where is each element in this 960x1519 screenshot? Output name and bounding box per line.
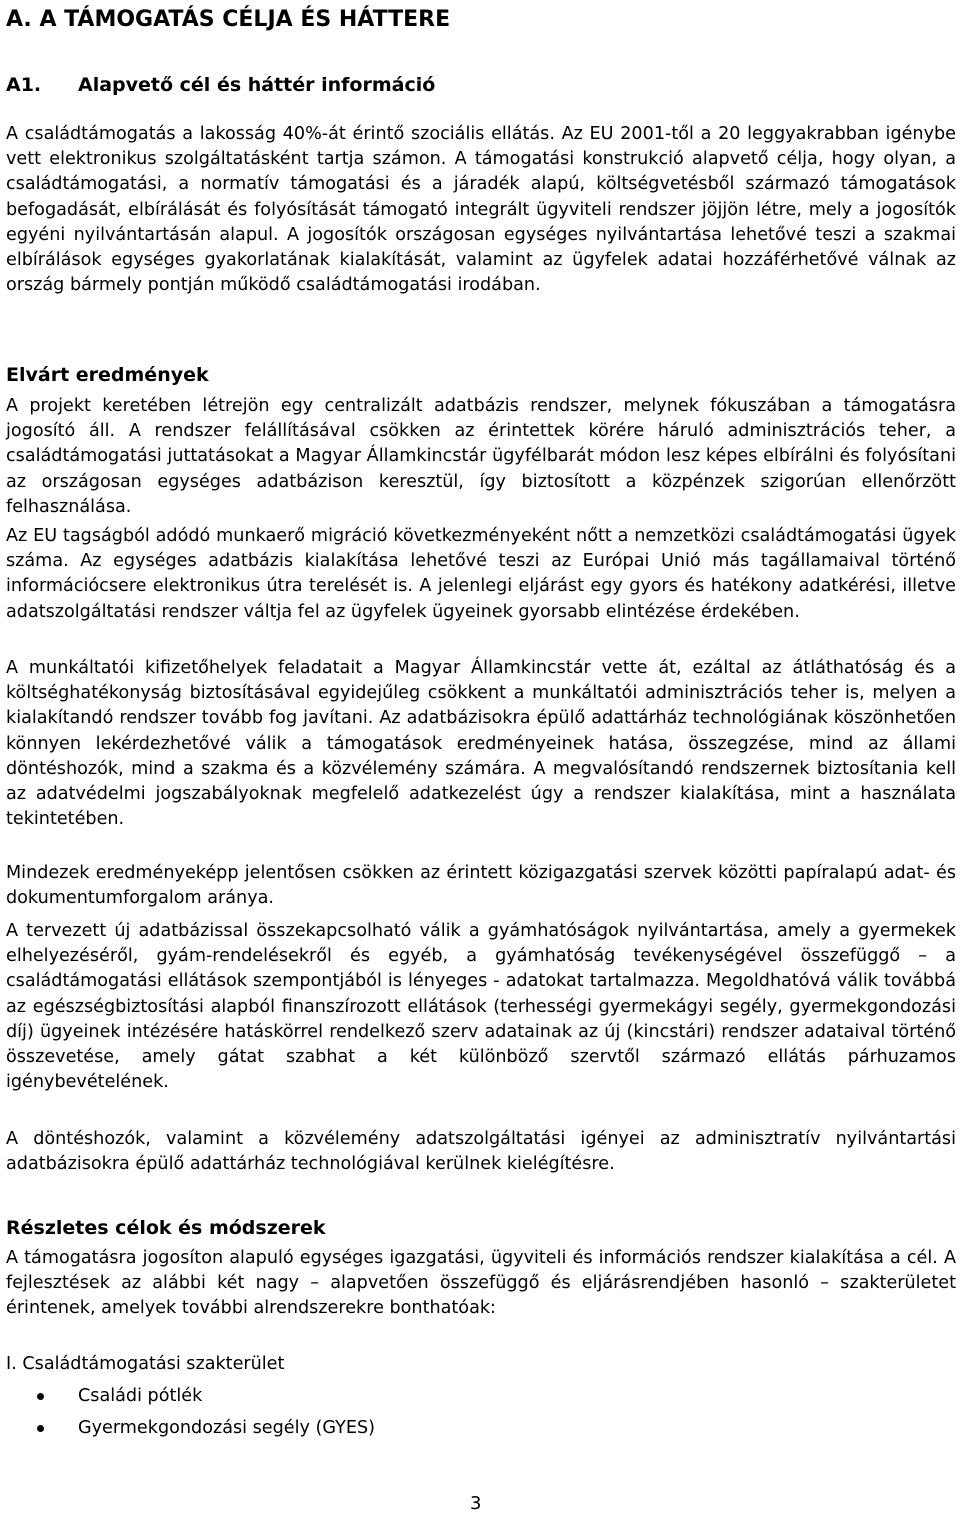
list-item — [6, 1412, 956, 1444]
subsection-title-text: Alapvető cél és háttér információ — [78, 74, 436, 96]
expected-results-paragraph-5: A tervezett új adatbázissal összekapcsolható válik a gyámhatóságok nyilvántartása, amely a gyermekek elhelyezéséről, gyám-rendelésekről és egyéb, a gyámhatóság tevékenységével összefüggő – a családtámogatási ellátások szempontjából is lényeges - adatokat tartalmazza. Megoldhatóvá válik továbbá az egészségbiztosítási alapból finanszírozott ellátások (terhességi gyermekágyi segély, gyermekgondozási díj) ügyeinek intézésére hatáskörrel rendelkező szerv adatainak az új (kincstári) rendszer adataival történő összevetése, amely gátat szabhat a két különböző szervtől származó ellátás párhuzamos igénybevételének. — [6, 921, 956, 1093]
expected-results-heading: Elvárt eredmények — [6, 364, 209, 386]
intro-paragraph: A családtámogatás a lakosság 40%-át érintő szociális ellátás. Az EU 2001-től a 20 leggyakrabban igénybe vett elektronikus szolgáltatásként tartja számon. A támogatási konstrukció alapvető célja, hogy olyan, a családtámogatási, a normatív támogatási és a járadék alapú, költségvetésből származó támogatások befogadását, elbírálását és folyósítását támogató integrált ügyviteli rendszer jöjjön létre, mely a jogosítók egyéni nyilvántartásán alapul. A jogosítók országosan egységes nyilvántartása lehetővé teszi a szakmai elbírálások egységes gyakorlatának kialakítását, valamint az ügyfelek adatai hozzáférhetővé válnak az ország bármely pontján működő családtámogatási irodában. — [6, 124, 956, 296]
subsection-number: A1. — [6, 74, 42, 96]
detailed-goals-paragraph: A támogatásra jogosíton alapuló egységes igazgatási, ügyviteli és információs rendszer kialakítása a cél. A fejlesztések az alábbi két nagy – alapvetően összefüggő és eljárásrendjében hasonló – szakterületet érintenek, amelyek további alrendszerekre bonthatóak: — [6, 1248, 956, 1319]
expected-results-paragraph-6: A döntéshozók, valamint a közvélemény adatszolgáltatási igényei az adminisztratív nyilvántartási adatbázisokra épülő adattárház technológiával kerülnek kielégítésre. — [6, 1129, 956, 1175]
list-item-text: Családi pótlék — [78, 1386, 203, 1406]
expected-results-paragraph-4: Mindezek eredményeképp jelentősen csökken az érintett közigazgatási szervek közötti papíralapú adat- és dokumentumforgalom aránya. — [6, 863, 956, 909]
bullet-icon — [37, 1425, 44, 1432]
bullet-list — [6, 1380, 956, 1444]
page-number: 3 — [470, 1493, 482, 1514]
list-item-text: Gyermekgondozási segély (GYES) — [78, 1418, 376, 1438]
expected-results-paragraph-1: A projekt keretében létrejön egy centralizált adatbázis rendszer, melynek fókuszában a támogatásra jogosító áll. A rendszer felállításával csökken az érintettek körére háruló adminisztrációs teher, a családtámogatási juttatásokat a Magyar Államkincstár ügyfélbarát módon lesz képes elbírálni és folyósítani az országosan egységes adatbázison keresztül, így biztosított a közpénzek szigorúan ellenőrzött felhasználása. — [6, 396, 956, 517]
section-title: A. A TÁMOGATÁS CÉLJA ÉS HÁTTERE — [6, 7, 451, 32]
expected-results-paragraph-2: Az EU tagságból adódó munkaerő migráció következményeként nőtt a nemzetközi családtámogatási ügyek száma. Az egységes adatbázis kialakítása lehetővé teszi az Európai Unió más tagállamaival történő információcsere elektronikus útra terelését is. A jelenlegi eljárást egy gyors és hatékony adatkérési, illetve adatszolgáltatási rendszer váltja fel az ügyfelek ügyeinek gyorsabb elintézése érdekében. — [6, 526, 956, 622]
expected-results-paragraph-3: A munkáltatói kifizetőhelyek feladatait a Magyar Államkincstár vette át, ezáltal az átláthatóság és a költséghatékonyság biztosításával egyidejűleg csökkent a munkáltatói adminisztrációs teher is, melyen a kialakítandó rendszer tovább fog javítani. Az adatbázisokra épülő adattárház technológiának köszönhetően könnyen lekérdezhetővé válik a támogatások eredményeinek hatása, összegzése, mind az állami döntéshozók, mind a szakma és a közvélemény számára. A megvalósítandó rendszernek biztosítania kell az adatvédelmi jogszabályoknak megfelelő adatkezelést úgy a rendszer kialakítása, mint a használata tekintetében. — [6, 658, 956, 830]
list-label: I. Családtámogatási szakterület — [6, 1354, 285, 1374]
subsection-title — [6, 72, 435, 98]
detailed-goals-heading: Részletes célok és módszerek — [6, 1217, 326, 1239]
bullet-icon — [37, 1393, 44, 1400]
list-item — [6, 1380, 956, 1412]
